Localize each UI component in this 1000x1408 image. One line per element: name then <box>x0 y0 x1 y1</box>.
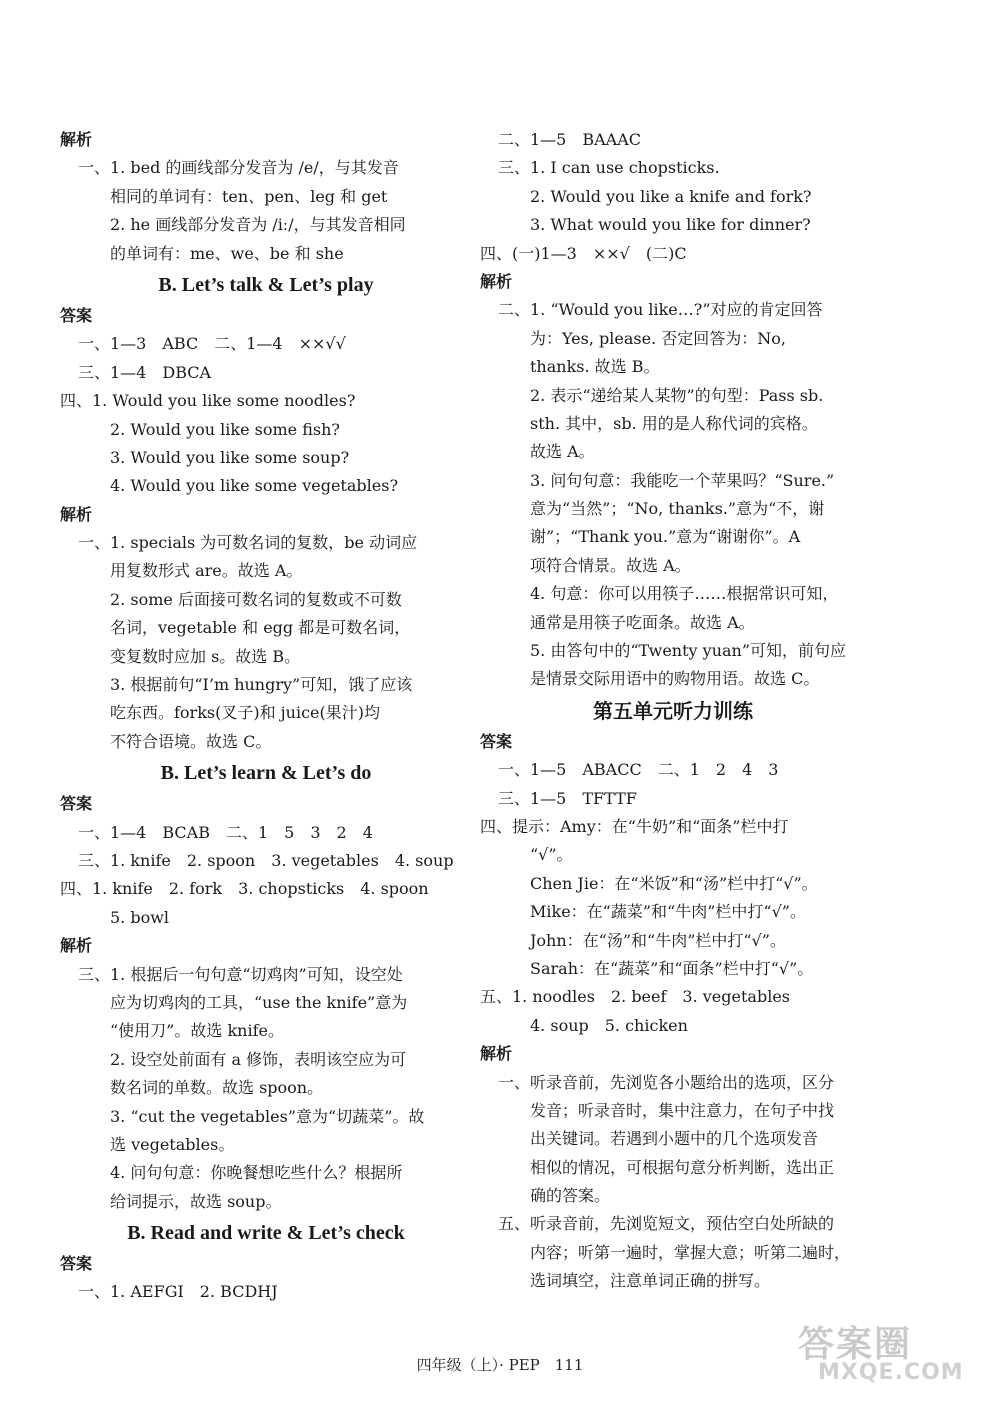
answer-line: 出关键词。若遇到小题中的几个选项发音 <box>530 1129 819 1149</box>
answer-line: 相似的情况，可根据句意分析判断，选出正 <box>530 1157 835 1177</box>
answer-line: 四、提示：Amy：在“牛奶”和“面条”栏中打 <box>480 816 789 836</box>
right-column <box>480 126 866 1296</box>
watermark-logo <box>798 1316 978 1394</box>
answer-line: 3. 问句句意：我能吃一个苹果吗？“Sure.” <box>530 470 835 490</box>
watermark-main: 答案圈 <box>798 1324 913 1365</box>
answer-line: 三、1. knife 2. spoon 3. vegetables 4. soup <box>78 850 454 870</box>
answer-line: 一、1. bed 的画线部分发音为 /e/，与其发音 <box>78 158 399 178</box>
page-footer: 四年级（上）· PEP 111 <box>416 1356 584 1374</box>
left-column <box>60 126 472 1307</box>
answer-line: 三、1—5 TFTTF <box>498 788 637 808</box>
answer-line: 内容；听第一遍时，掌握大意；听第二遍时， <box>530 1242 851 1262</box>
answer-line: 一、1—3 ABC 二、1—4 ××√√ <box>78 334 346 354</box>
answer-line: 2. some 后面接可数名词的复数或不可数 <box>110 589 402 609</box>
answer-line: Sarah：在“蔬菜”和“面条”栏中打“√”。 <box>530 958 814 978</box>
section-heading: B. Let’s talk & Let’s play <box>158 273 374 296</box>
answer-line: thanks. 故选 B。 <box>530 357 660 377</box>
answer-line: 3. “cut the vegetables”意为“切蔬菜”。故 <box>110 1106 425 1126</box>
answer-line: 四、1. Would you like some noodles? <box>60 391 356 411</box>
answer-line: 吃东西。forks(叉子)和 juice(果汁)均 <box>110 703 380 723</box>
answer-line: 选词填空，注意单词正确的拼写。 <box>530 1271 771 1291</box>
answer-line: 变复数时应加 s。故选 B。 <box>110 646 301 666</box>
answer-line: 4. Would you like some vegetables? <box>110 476 399 496</box>
section-heading: B. Read and write & Let’s check <box>127 1222 405 1245</box>
answer-line: 2. 设空处前面有 a 修饰，表明该空应为可 <box>110 1049 407 1069</box>
section-label: 答案 <box>60 305 93 325</box>
section-heading: B. Let’s learn & Let’s do <box>160 762 372 785</box>
answer-line: 数名词的单数。故选 spoon。 <box>110 1078 324 1098</box>
answer-line: 3. What would you like for dinner? <box>530 215 811 235</box>
answer-line: 给词提示，故选 soup。 <box>110 1191 282 1211</box>
answer-line: 的单词有：me、we、be 和 she <box>110 243 344 263</box>
answer-line: 为：Yes, please. 否定回答为：No, <box>530 328 786 348</box>
answer-line: 应为切鸡肉的工具，“use the knife”意为 <box>110 992 408 1012</box>
section-label: 答案 <box>480 731 513 751</box>
answer-line: 一、听录音前，先浏览各小题给出的选项，区分 <box>498 1072 835 1092</box>
watermark-sub: MXQE.COM <box>818 1360 964 1385</box>
answer-line: 故选 A。 <box>530 442 595 462</box>
answer-line: 选 vegetables。 <box>110 1134 235 1154</box>
answer-line: 五、1. noodles 2. beef 3. vegetables <box>480 987 790 1007</box>
answer-line: 确的答案。 <box>530 1186 611 1206</box>
answer-line: 意为“当然”；“No, thanks.”意为“不，谢 <box>530 499 825 519</box>
section-label: 答案 <box>60 794 93 814</box>
answer-line: 通常是用筷子吃面条。故选 A。 <box>530 612 755 632</box>
answer-line: 5. 由答句中的“Twenty yuan”可知，前句应 <box>530 641 847 661</box>
answer-line: 谢”；“Thank you.”意为“谢谢你”。A <box>530 527 801 547</box>
answer-line: 4. 问句句意：你晚餐想吃些什么？根据所 <box>110 1163 403 1183</box>
answer-line: 三、1. I can use chopsticks. <box>498 158 720 178</box>
answer-line: 3. 根据前句“I’m hungry”可知，饿了应该 <box>110 675 413 695</box>
section-label: 解析 <box>60 504 93 524</box>
answer-line: 2. 表示“递给某人某物”的句型：Pass sb. <box>530 385 824 405</box>
answer-line: 2. Would you like a knife and fork? <box>530 186 812 206</box>
answer-line: 2. Would you like some fish? <box>110 419 340 439</box>
answer-line: 相同的单词有：ten、pen、leg 和 get <box>110 186 388 206</box>
answer-line: “√”。 <box>530 845 573 865</box>
answer-line: 三、1—4 DBCA <box>78 362 212 382</box>
answer-line: 三、1. 根据后一句句意“切鸡肉”可知，设空处 <box>78 964 403 984</box>
answer-line: “使用刀”。故选 knife。 <box>110 1021 284 1041</box>
answer-line: 一、1—5 ABACC 二、1 2 4 3 <box>498 760 779 780</box>
answer-line: sth. 其中，sb. 用的是人称代词的宾格。 <box>530 413 818 433</box>
answer-line: 4. soup 5. chicken <box>530 1015 688 1035</box>
answer-line: 5. bowl <box>110 907 170 927</box>
answer-line: 不符合语境。故选 C。 <box>110 731 272 751</box>
answer-line: 二、1—5 BAAAC <box>498 130 642 149</box>
answer-line: 四、1. knife 2. fork 3. chopsticks 4. spoon <box>60 879 429 899</box>
section-label: 答案 <box>60 1254 93 1274</box>
answer-line: 五、听录音前，先浏览短文，预估空白处所缺的 <box>498 1214 835 1234</box>
section-label: 解析 <box>480 1044 513 1064</box>
answer-line: 二、1. “Would you like…?”对应的肯定回答 <box>498 300 823 320</box>
answer-line: 2. he 画线部分发音为 /iː/，与其发音相同 <box>110 215 406 235</box>
answer-line: 名词，vegetable 和 egg 都是可数名词， <box>110 618 411 638</box>
answer-line: 是情景交际用语中的购物用语。故选 C。 <box>530 669 820 689</box>
answer-line: 3. Would you like some soup? <box>110 447 350 467</box>
section-label: 解析 <box>60 936 93 956</box>
answer-line: 项符合情景。故选 A。 <box>530 555 691 575</box>
answer-line: John：在“汤”和“牛肉”栏中打“√”。 <box>530 930 786 950</box>
section-heading: 第五单元听力训练 <box>593 698 753 723</box>
section-label: 解析 <box>60 130 93 149</box>
answer-line: 发音；听录音时，集中注意力，在句子中找 <box>530 1100 835 1120</box>
answer-line: 四、(一)1—3 ××√ (二)C <box>480 243 687 263</box>
section-label: 解析 <box>480 271 513 291</box>
answer-line: Mike：在“蔬菜”和“牛肉”栏中打“√”。 <box>530 902 806 922</box>
answer-line: 一、1. AEFGI 2. BCDHJ <box>78 1282 278 1302</box>
answer-line: 一、1—4 BCAB 二、1 5 3 2 4 <box>78 822 373 842</box>
answer-line: 4. 句意：你可以用筷子……根据常识可知， <box>530 584 839 604</box>
answer-line: Chen Jie：在“米饭”和“汤”栏中打“√”。 <box>530 873 818 893</box>
answer-line: 用复数形式 are。故选 A。 <box>110 561 303 581</box>
answer-line: 一、1. specials 为可数名词的复数，be 动词应 <box>78 533 418 553</box>
